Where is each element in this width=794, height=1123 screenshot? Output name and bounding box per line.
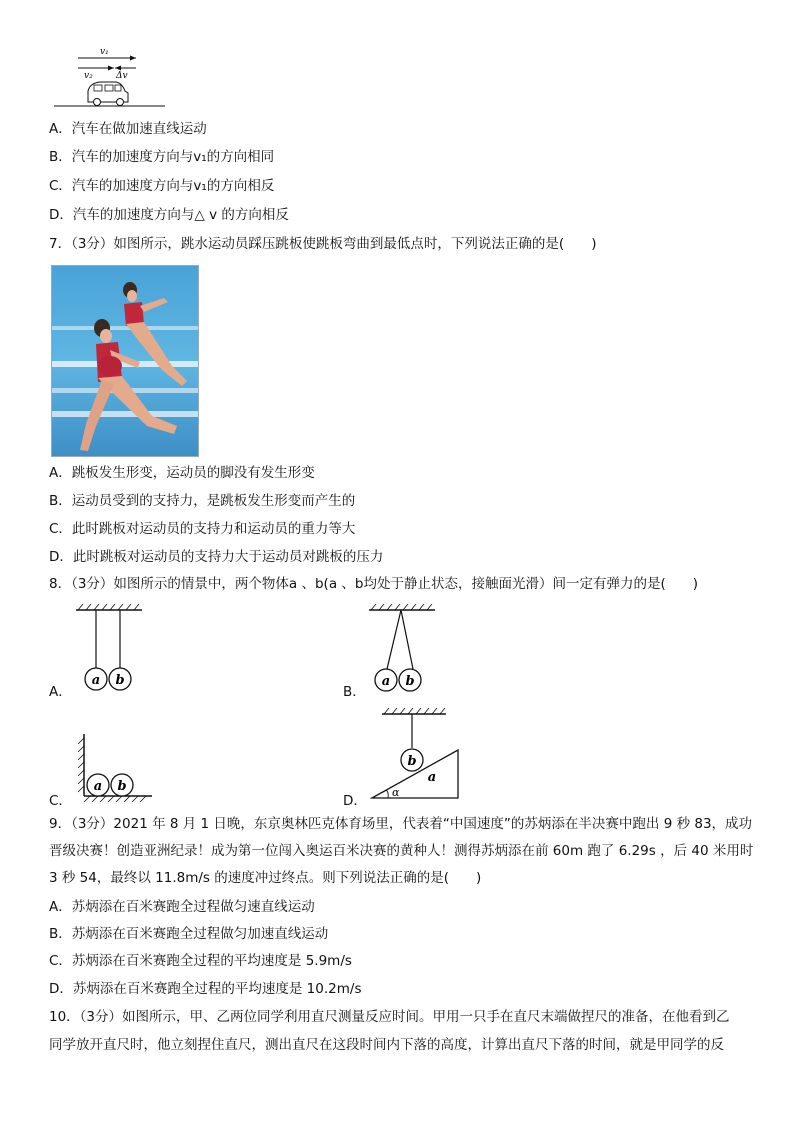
q7-option-c: C．此时跳板对运动员的支持力和运动员的重力等大 [49,521,356,537]
q8-diagram-c [72,732,156,802]
diving-photo [51,265,199,457]
q6-option-d: D．汽车的加速度方向与△ v 的方向相反 [49,207,289,223]
car-velocity-diagram [50,45,170,110]
ball-b: b [405,674,415,689]
q7-option-a: A．跳板发生形变，运动员的脚没有发生形变 [49,465,315,481]
q8-label-d: D． [343,793,367,809]
q9-option-d: D．苏炳添在百米赛跑全过程的平均速度是 10.2m/s [49,981,362,997]
q8-label-a: A． [49,684,72,700]
q6-option-b: B．汽车的加速度方向与v₁的方向相同 [49,149,275,165]
q8-label-b: B． [343,684,366,700]
ball-a: a [91,673,101,688]
q7-stem: 7．（3分）如图所示，跳水运动员踩压跳板使跳板弯曲到最低点时，下列说法正确的是( ) [49,236,597,252]
q8-stem: 8．（3分）如图所示的情景中，两个物体a 、b(a 、b均处于静止状态，接触面光滑）间一定有弹力的是( ) [49,576,698,592]
q8-diagram-a [74,602,146,694]
q9-stem-line-2: 晋级决赛！创造亚洲纪录！成为第一位闯入奥运百米决赛的黄种人！测得苏炳添在前 60m 跑了 6.29s ，后 40 米用时 [49,843,754,859]
q9-option-c: C．苏炳添在百米赛跑全过程的平均速度是 5.9m/s [49,953,352,969]
q7-option-d: D．此时跳板对运动员的支持力大于运动员对跳板的压力 [49,549,384,565]
dv-label: Δv [116,71,128,81]
v1-label: v₁ [100,47,109,57]
q8-diagram-d [368,706,464,802]
ball-b: b [407,754,417,769]
q10-stem-line-2: 同学放开直尺时，他立刻捏住直尺，测出直尺在这段时间内下落的高度，计算出直尺下落的时间，就是甲同学的反 [49,1037,724,1053]
q9-option-a: A．苏炳添在百米赛跑全过程做匀速直线运动 [49,899,315,915]
block-a: a [427,770,437,785]
q9-stem-line-1: 9．（3分）2021 年 8 月 1 日晚，东京奥林匹克体育场里，代表着“中国速度”的苏炳添在半决赛中跑出 9 秒 83，成功 [49,816,753,832]
angle-alpha: α [392,786,400,799]
q10-stem-line-1: 10．（3分）如图所示，甲、乙两位同学利用直尺测量反应时间。甲用一只手在直尺末端做捏尺的准备，在他看到乙 [49,1009,730,1025]
car-icon [88,82,128,106]
ball-b: b [117,779,127,794]
q9-option-b: B．苏炳添在百米赛跑全过程做匀加速直线运动 [49,926,329,942]
q6-option-c: C．汽车的加速度方向与v₁的方向相反 [49,178,275,194]
ball-a: a [93,779,103,794]
q8-label-c: C． [49,793,72,809]
ball-b: b [115,673,125,688]
v2-label: v₂ [84,71,93,81]
ball-a: a [381,674,391,689]
q6-option-a: A．汽车在做加速直线运动 [49,121,207,137]
q9-stem-line-3: 3 秒 54，最终以 11.8m/s 的速度冲过终点。则下列说法正确的是( ) [49,870,482,886]
q7-option-b: B．运动员受到的支持力，是跳板发生形变而产生的 [49,493,356,509]
q8-diagram-b [367,602,439,694]
